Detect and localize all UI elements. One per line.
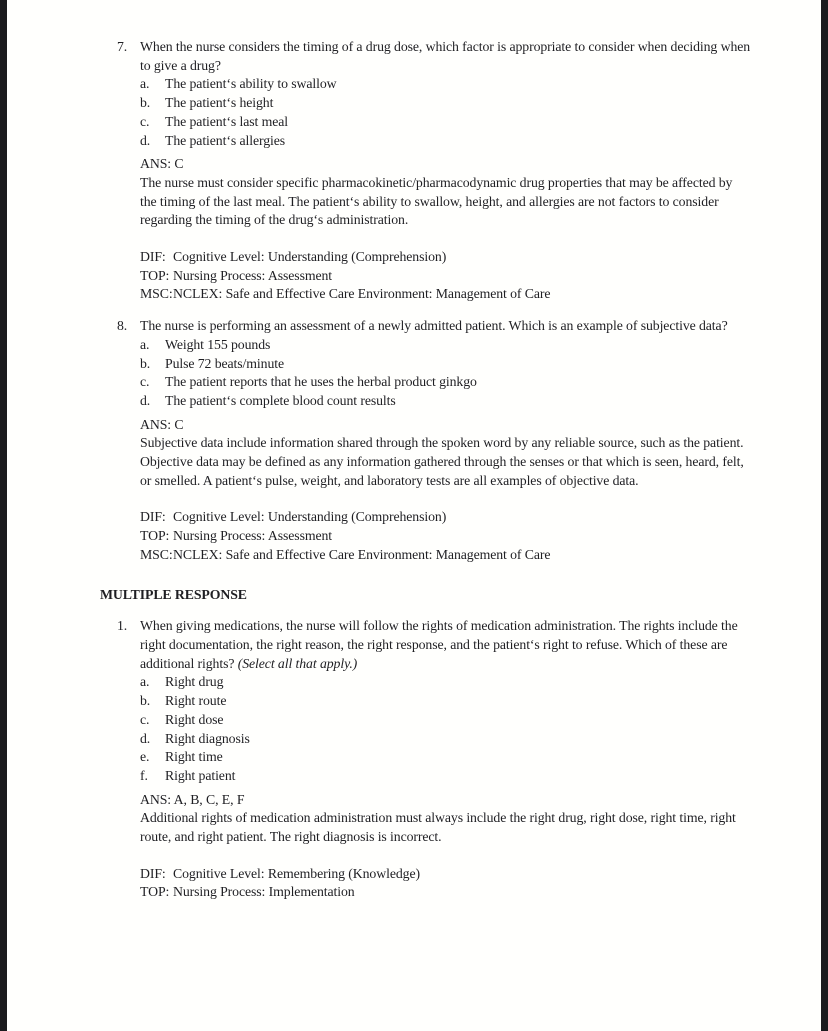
meta-value: Nursing Process: Assessment <box>173 267 333 283</box>
meta-row <box>140 865 752 884</box>
question-number: 1. <box>117 618 128 634</box>
answer-option <box>140 373 752 392</box>
answer-option <box>140 336 752 355</box>
option-text: Pulse 72 beats/minute <box>165 355 284 371</box>
answer-options <box>140 336 752 411</box>
question-prompt <box>140 38 752 75</box>
option-letter: f. <box>140 767 148 783</box>
meta-row <box>140 248 752 267</box>
answer-option <box>140 748 752 767</box>
option-text: Right dose <box>165 711 224 727</box>
prompt-segment: The nurse is performing an assessment of a newly admitted patient. Which is an example of subjective data? <box>140 318 728 334</box>
answer-line <box>140 416 752 435</box>
answer-option <box>140 767 752 786</box>
option-text: Right drug <box>165 674 224 690</box>
question <box>117 317 752 564</box>
option-letter: a. <box>140 336 150 352</box>
answer-line <box>140 791 752 810</box>
section-heading: MULTIPLE RESPONSE <box>100 586 247 602</box>
option-letter: c. <box>140 711 150 727</box>
question <box>117 38 752 304</box>
option-text: The patient‘s height <box>165 95 274 111</box>
meta-label: TOP: <box>140 884 170 900</box>
document-content <box>7 0 821 902</box>
answer-option <box>140 692 752 711</box>
meta-value: NCLEX: Safe and Effective Care Environment: Management of Care <box>173 286 551 302</box>
option-text: The patient‘s last meal <box>165 113 288 129</box>
answer-option <box>140 113 752 132</box>
meta-label: TOP: <box>140 267 170 283</box>
meta-lines <box>140 865 752 902</box>
answer-option <box>140 94 752 113</box>
answer-label: ANS: <box>140 156 172 172</box>
option-letter: b. <box>140 95 151 111</box>
answer-option <box>140 711 752 730</box>
meta-row <box>140 546 752 565</box>
answer-label: ANS: <box>140 416 172 432</box>
prompt-segment: When the nurse considers the timing of a drug dose, which factor is appropriate to consider when deciding when to give a drug? <box>140 39 751 73</box>
meta-row <box>140 267 752 286</box>
answer-options <box>140 75 752 150</box>
question-number: 8. <box>117 318 128 334</box>
meta-label: TOP: <box>140 528 170 544</box>
option-text: Right patient <box>165 767 236 783</box>
rationale-text: The nurse must consider specific pharmacokinetic/pharmacodynamic drug properties that may be affected by the timing of the last meal. The patient‘s ability to swallow, height, and allergies are not factors to consider regarding the timing of the drug‘s administration. <box>140 174 733 228</box>
answer-label: ANS: <box>140 791 172 807</box>
answer-option <box>140 392 752 411</box>
meta-value: Cognitive Level: Understanding (Comprehension) <box>173 249 447 265</box>
prompt-italic-segment: (Select all that apply.) <box>237 655 358 671</box>
question <box>117 617 752 902</box>
answer-option <box>140 132 752 151</box>
option-letter: d. <box>140 132 151 148</box>
meta-lines <box>140 508 752 564</box>
meta-value: Nursing Process: Assessment <box>173 528 333 544</box>
meta-value: Cognitive Level: Understanding (Comprehension) <box>173 509 447 525</box>
option-letter: e. <box>140 749 150 765</box>
prompt-segment: When giving medications, the nurse will follow the rights of medication administration. The rights include the right documentation, the right reason, the right response, and the patient‘s right to refuse. Which of these are additional rights? <box>140 618 738 671</box>
question-prompt <box>140 317 752 336</box>
option-text: Weight 155 pounds <box>165 336 271 352</box>
answer-value: A, B, C, E, F <box>173 791 245 807</box>
option-letter: c. <box>140 374 150 390</box>
meta-label: DIF: <box>140 249 166 265</box>
option-text: Right route <box>165 693 227 709</box>
meta-value: Nursing Process: Implementation <box>173 884 355 900</box>
answer-option <box>140 730 752 749</box>
option-letter: c. <box>140 113 150 129</box>
meta-row <box>140 285 752 304</box>
option-text: Right diagnosis <box>165 730 250 746</box>
answer-value: C <box>174 416 184 432</box>
answer-option <box>140 673 752 692</box>
rationale-text: Additional rights of medication administration must always include the right drug, right dose, right time, right route, and right patient. The right diagnosis is incorrect. <box>140 810 736 845</box>
meta-value: Cognitive Level: Remembering (Knowledge) <box>173 865 420 881</box>
meta-row <box>140 527 752 546</box>
answer-options <box>140 673 752 785</box>
meta-row <box>140 883 752 902</box>
option-letter: d. <box>140 392 151 408</box>
option-letter: a. <box>140 76 150 92</box>
option-letter: b. <box>140 693 151 709</box>
meta-label: MSC: <box>140 286 173 302</box>
question-prompt <box>140 617 752 673</box>
meta-label: MSC: <box>140 546 173 562</box>
meta-value: NCLEX: Safe and Effective Care Environment: Management of Care <box>173 546 551 562</box>
option-letter: b. <box>140 355 151 371</box>
option-text: The patient reports that he uses the herbal product ginkgo <box>165 374 477 390</box>
rationale-text: Subjective data include information shared through the spoken word by any reliable source, such as the patient. Objective data may be defined as any information gathered through the senses or that which is seen, heard, felt, or smelled. A patient‘s pulse, weight, and laboratory tests are all examples of objective data. <box>140 435 744 488</box>
answer-option <box>140 355 752 374</box>
option-text: The patient‘s complete blood count results <box>165 392 396 408</box>
option-text: The patient‘s ability to swallow <box>165 76 337 92</box>
question-body <box>140 38 752 304</box>
answer-option <box>140 75 752 94</box>
question-number: 7. <box>117 39 128 54</box>
meta-lines <box>140 248 752 304</box>
document-page <box>7 0 821 1031</box>
answer-value: C <box>174 156 184 172</box>
option-text: Right time <box>165 749 223 765</box>
answer-line <box>140 155 752 174</box>
meta-row <box>140 508 752 527</box>
question-body <box>140 617 752 902</box>
question-body <box>140 317 752 564</box>
meta-label: DIF: <box>140 509 166 525</box>
option-text: The patient‘s allergies <box>165 132 286 148</box>
option-letter: a. <box>140 674 150 690</box>
option-letter: d. <box>140 730 151 746</box>
meta-label: DIF: <box>140 865 166 881</box>
